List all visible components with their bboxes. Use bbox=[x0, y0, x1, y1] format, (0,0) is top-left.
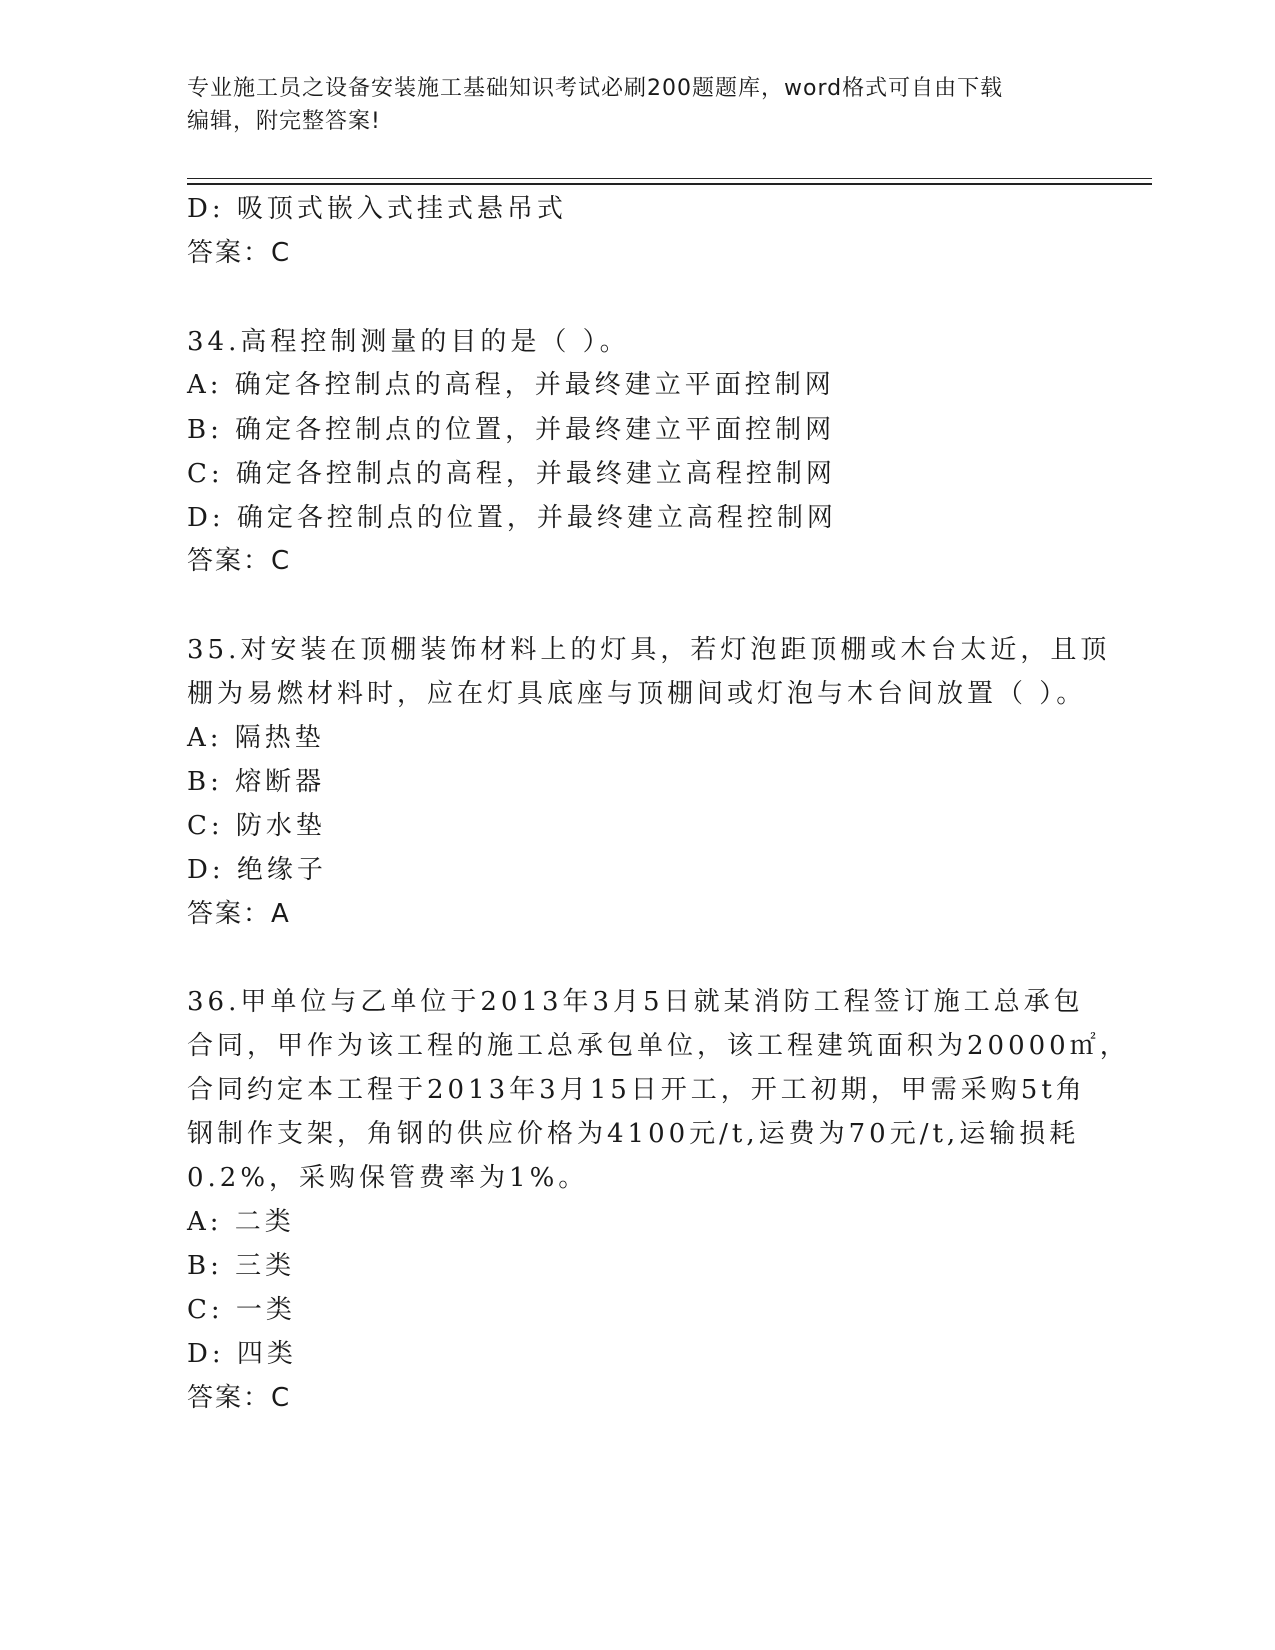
q34-option-c: C: 确定各控制点的高程，并最终建立高程控制网 bbox=[187, 459, 836, 489]
header-divider-thin bbox=[187, 178, 1152, 179]
q36-option-c: C: 一类 bbox=[187, 1295, 296, 1325]
q36-stem-line-4: 钢制作支架，角钢的供应价格为4100元/t,运费为70元/t,运输损耗 bbox=[187, 1119, 1080, 1149]
q35-option-a: A: 隔热垫 bbox=[187, 723, 325, 753]
q35-answer: 答案：A bbox=[187, 899, 291, 929]
q35-option-d: D: 绝缘子 bbox=[187, 855, 327, 885]
q36-option-a: A: 二类 bbox=[187, 1207, 295, 1237]
q34-option-a: A: 确定各控制点的高程，并最终建立平面控制网 bbox=[187, 370, 835, 400]
q34-option-d: D: 确定各控制点的位置，并最终建立高程控制网 bbox=[187, 503, 837, 533]
prev-option-d: D: 吸顶式嵌入式挂式悬吊式 bbox=[187, 194, 567, 224]
q36-option-d: D: 四类 bbox=[187, 1339, 297, 1369]
q35-option-b: B: 熔断器 bbox=[187, 767, 326, 797]
q36-stem-line-5: 0.2%，采购保管费率为1%。 bbox=[187, 1163, 589, 1193]
q36-option-b: B: 三类 bbox=[187, 1251, 296, 1281]
q36-stem-line-1: 36.甲单位与乙单位于2013年3月5日就某消防工程签订施工总承包 bbox=[187, 987, 1084, 1017]
q36-answer: 答案：C bbox=[187, 1383, 292, 1413]
q34-stem: 34.高程控制测量的目的是（ ）。 bbox=[187, 327, 630, 357]
document-header bbox=[187, 72, 1067, 138]
q35-option-c: C: 防水垫 bbox=[187, 811, 326, 841]
header-line-2: 编辑，附完整答案! bbox=[187, 109, 381, 134]
q34-option-b: B: 确定各控制点的位置，并最终建立平面控制网 bbox=[187, 415, 836, 445]
q35-stem-line-2: 棚为易燃材料时，应在灯具底座与顶棚间或灯泡与木台间放置（ ）。 bbox=[187, 679, 1087, 709]
q36-stem-line-2: 合同，甲作为该工程的施工总承包单位，该工程建筑面积为20000㎡， bbox=[187, 1031, 1130, 1061]
q35-stem-line-1: 35.对安装在顶棚装饰材料上的灯具，若灯泡距顶棚或木台太近，且顶 bbox=[187, 635, 1111, 665]
header-divider-thick bbox=[187, 183, 1152, 185]
q34-answer: 答案：C bbox=[187, 546, 292, 576]
prev-answer: 答案：C bbox=[187, 238, 292, 268]
q36-stem-line-3: 合同约定本工程于2013年3月15日开工，开工初期，甲需采购5t角 bbox=[187, 1075, 1086, 1105]
header-line-1: 专业施工员之设备安装施工基础知识考试必刷200题题库，word格式可自由下载 bbox=[187, 76, 1004, 101]
